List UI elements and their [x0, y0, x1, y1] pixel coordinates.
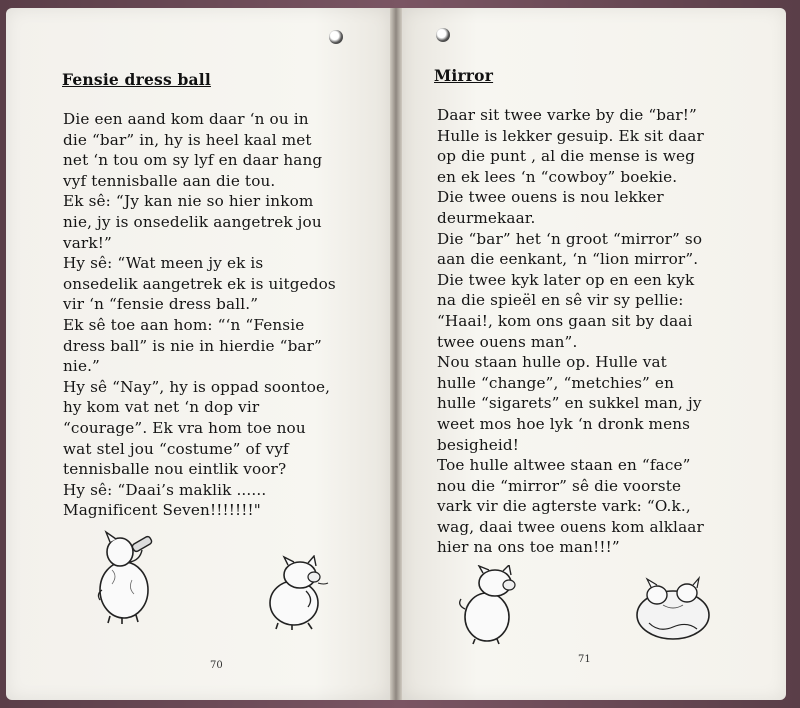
book-gutter — [390, 8, 402, 700]
pigs-mirror-icon — [633, 575, 713, 643]
binding-hole-icon — [436, 28, 450, 42]
left-page-number: 70 — [210, 660, 223, 671]
pig-smoking-icon — [262, 555, 332, 630]
left-story-body: Die een aand kom daar ‘n ou in die “bar” in, hy is heel kaal met net ‘n tou om sy lyf en daar hang vyf tennisballe aan die tou. Ek sê: “Jy kan nie so hier inkom nie, jy is onsedelik aangetrek jou vark!” Hy sê: “Wat meen jy ek is onsedelik aangetrek ek is uitgedos vir ‘n “fensie dress ball.” Ek sê toe aan hom: “‘n “Fensie dress ball” is nie in hierdie “bar” nie.” Hy sê “Nay”, hy is oppad soontoe, hy kom vat net ‘n dop vir “courage”. Ek vra hom toe nou wat stel jou “costume” of vyf tennisballe nou eintlik voor? Hy sê: “Daai’s maklik ...... Magnificent Seven!!!!!!!" — [63, 110, 336, 520]
pig-standing-icon — [455, 565, 525, 645]
right-page-number: 71 — [578, 654, 591, 665]
binding-hole-icon — [329, 30, 343, 44]
right-story-body: Daar sit twee varke by die “bar!” Hulle is lekker gesuip. Ek sit daar op die punt , al die mense is weg en ek lees ‘n “cowboy” boekie. Die twee ouens is nou lekker deurmekaar. Die “bar” het ‘n groot “mirror” so aan die eenkant, ‘n “lion mirror”. Die twee kyk later op en een kyk na die spieël en sê vir sy pellie: “Haai!, kom ons gaan sit by daai twee ouens man”. Nou staan hulle op. Hulle vat hulle “change”, “metchies” en hulle “sigarets” en sukkel man, jy weet mos hoe lyk ‘n dronk mens besigheid! Toe hulle altwee staan en “face” nou die “mirror” sê die voorste vark vir die agterste vark: “O.k., wag, daai twee ouens kom alklaar hier na ons toe man!!!” — [437, 106, 704, 557]
right-story-title: Mirror — [434, 66, 494, 85]
left-story-title: Fensie dress ball — [62, 70, 211, 89]
pig-drinking-icon — [92, 530, 162, 625]
